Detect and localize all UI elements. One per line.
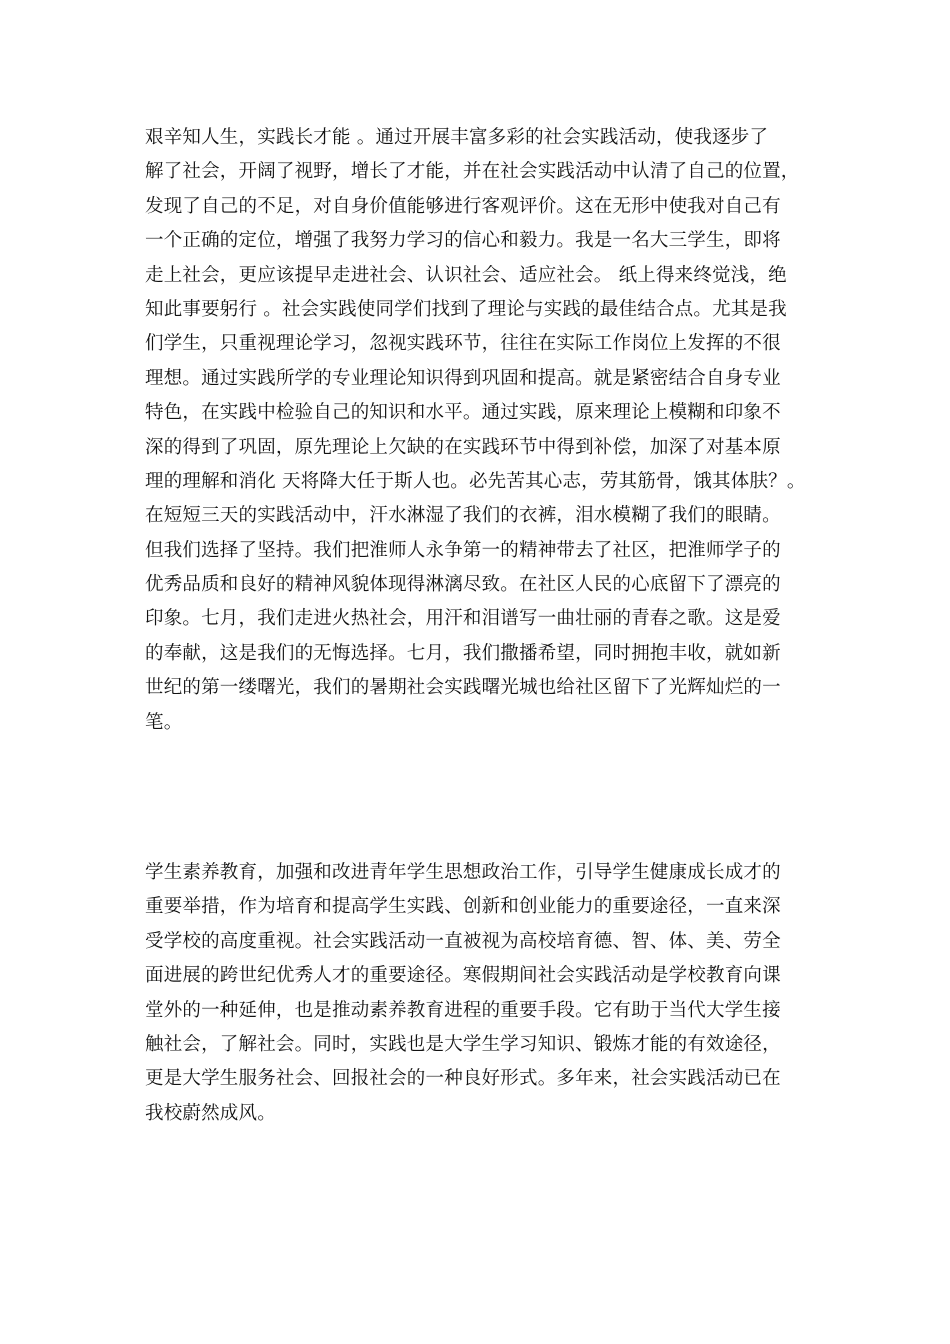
text-line: 理的理解和消化 天将降大任于斯人也。必先苦其心志，劳其筋骨，饿其体肤？。	[145, 470, 806, 492]
text-line: 世纪的第一缕曙光，我们的暑期社会实践曙光城也给社区留下了光辉灿烂的一	[145, 677, 781, 699]
paragraph-social-practice-reflection	[145, 121, 845, 740]
text-line: 印象。七月，我们走进火热社会，用汗和泪谱写一曲壮丽的青春之歌。这是爱	[145, 608, 781, 630]
text-line: 一个正确的定位，增强了我努力学习的信心和毅力。我是一名大三学生，即将	[145, 230, 781, 252]
text-line: 优秀品质和良好的精神风貌体现得淋漓尽致。在社区人民的心底留下了漂亮的	[145, 574, 781, 596]
text-line: 的奉献，这是我们的无悔选择。七月，我们撒播希望，同时拥抱丰收，就如新	[145, 642, 781, 664]
text-line: 笔。	[145, 711, 183, 733]
text-line: 发现了自己的不足，对自身价值能够进行客观评价。这在无形中使我对自己有	[145, 195, 781, 217]
text-line: 知此事要躬行 。社会实践使同学们找到了理论与实践的最佳结合点。尤其是我	[145, 298, 787, 320]
text-line: 堂外的一种延伸，也是推动素养教育进程的重要手段。它有助于当代大学生接	[145, 999, 781, 1021]
text-line: 重要举措，作为培育和提高学生实践、创新和创业能力的重要途径，一直来深	[145, 896, 781, 918]
text-line: 受学校的高度重视。社会实践活动一直被视为高校培育德、智、体、美、劳全	[145, 930, 781, 952]
text-line: 在短短三天的实践活动中，汗水淋湿了我们的衣裤，泪水模糊了我们的眼睛。	[145, 505, 781, 527]
text-line: 深的得到了巩固，原先理论上欠缺的在实践环节中得到补偿，加深了对基本原	[145, 436, 781, 458]
text-line: 解了社会，开阔了视野，增长了才能，并在社会实践活动中认清了自己的位置，	[145, 161, 800, 183]
text-line: 走上社会，更应该提早走进社会、认识社会、适应社会。 纸上得来终觉浅，绝	[145, 264, 787, 286]
text-line: 更是大学生服务社会、回报社会的一种良好形式。多年来，社会实践活动已在	[145, 1068, 781, 1090]
text-line: 学生素养教育，加强和改进青年学生思想政治工作，引导学生健康成长成才的	[145, 862, 781, 883]
text-line: 们学生，只重视理论学习，忽视实践环节，往往在实际工作岗位上发挥的不很	[145, 333, 781, 355]
text-line: 面进展的跨世纪优秀人才的重要途径。寒假期间社会实践活动是学校教育向课	[145, 965, 781, 987]
paragraph-quality-education	[145, 856, 845, 1131]
text-line: 艰辛知人生，实践长才能 。通过开展丰富多彩的社会实践活动，使我逐步了	[145, 127, 769, 148]
text-line: 触社会，了解社会。同时，实践也是大学生学习知识、锻炼才能的有效途径，	[145, 1033, 781, 1055]
text-line: 特色，在实践中检验自己的知识和水平。通过实践，原来理论上模糊和印象不	[145, 402, 781, 424]
text-line: 但我们选择了坚持。我们把淮师人永争第一的精神带去了社区，把淮师学子的	[145, 539, 781, 561]
text-line: 理想。通过实践所学的专业理论知识得到巩固和提高。就是紧密结合自身专业	[145, 367, 781, 389]
text-line: 我校蔚然成风。	[145, 1102, 276, 1124]
